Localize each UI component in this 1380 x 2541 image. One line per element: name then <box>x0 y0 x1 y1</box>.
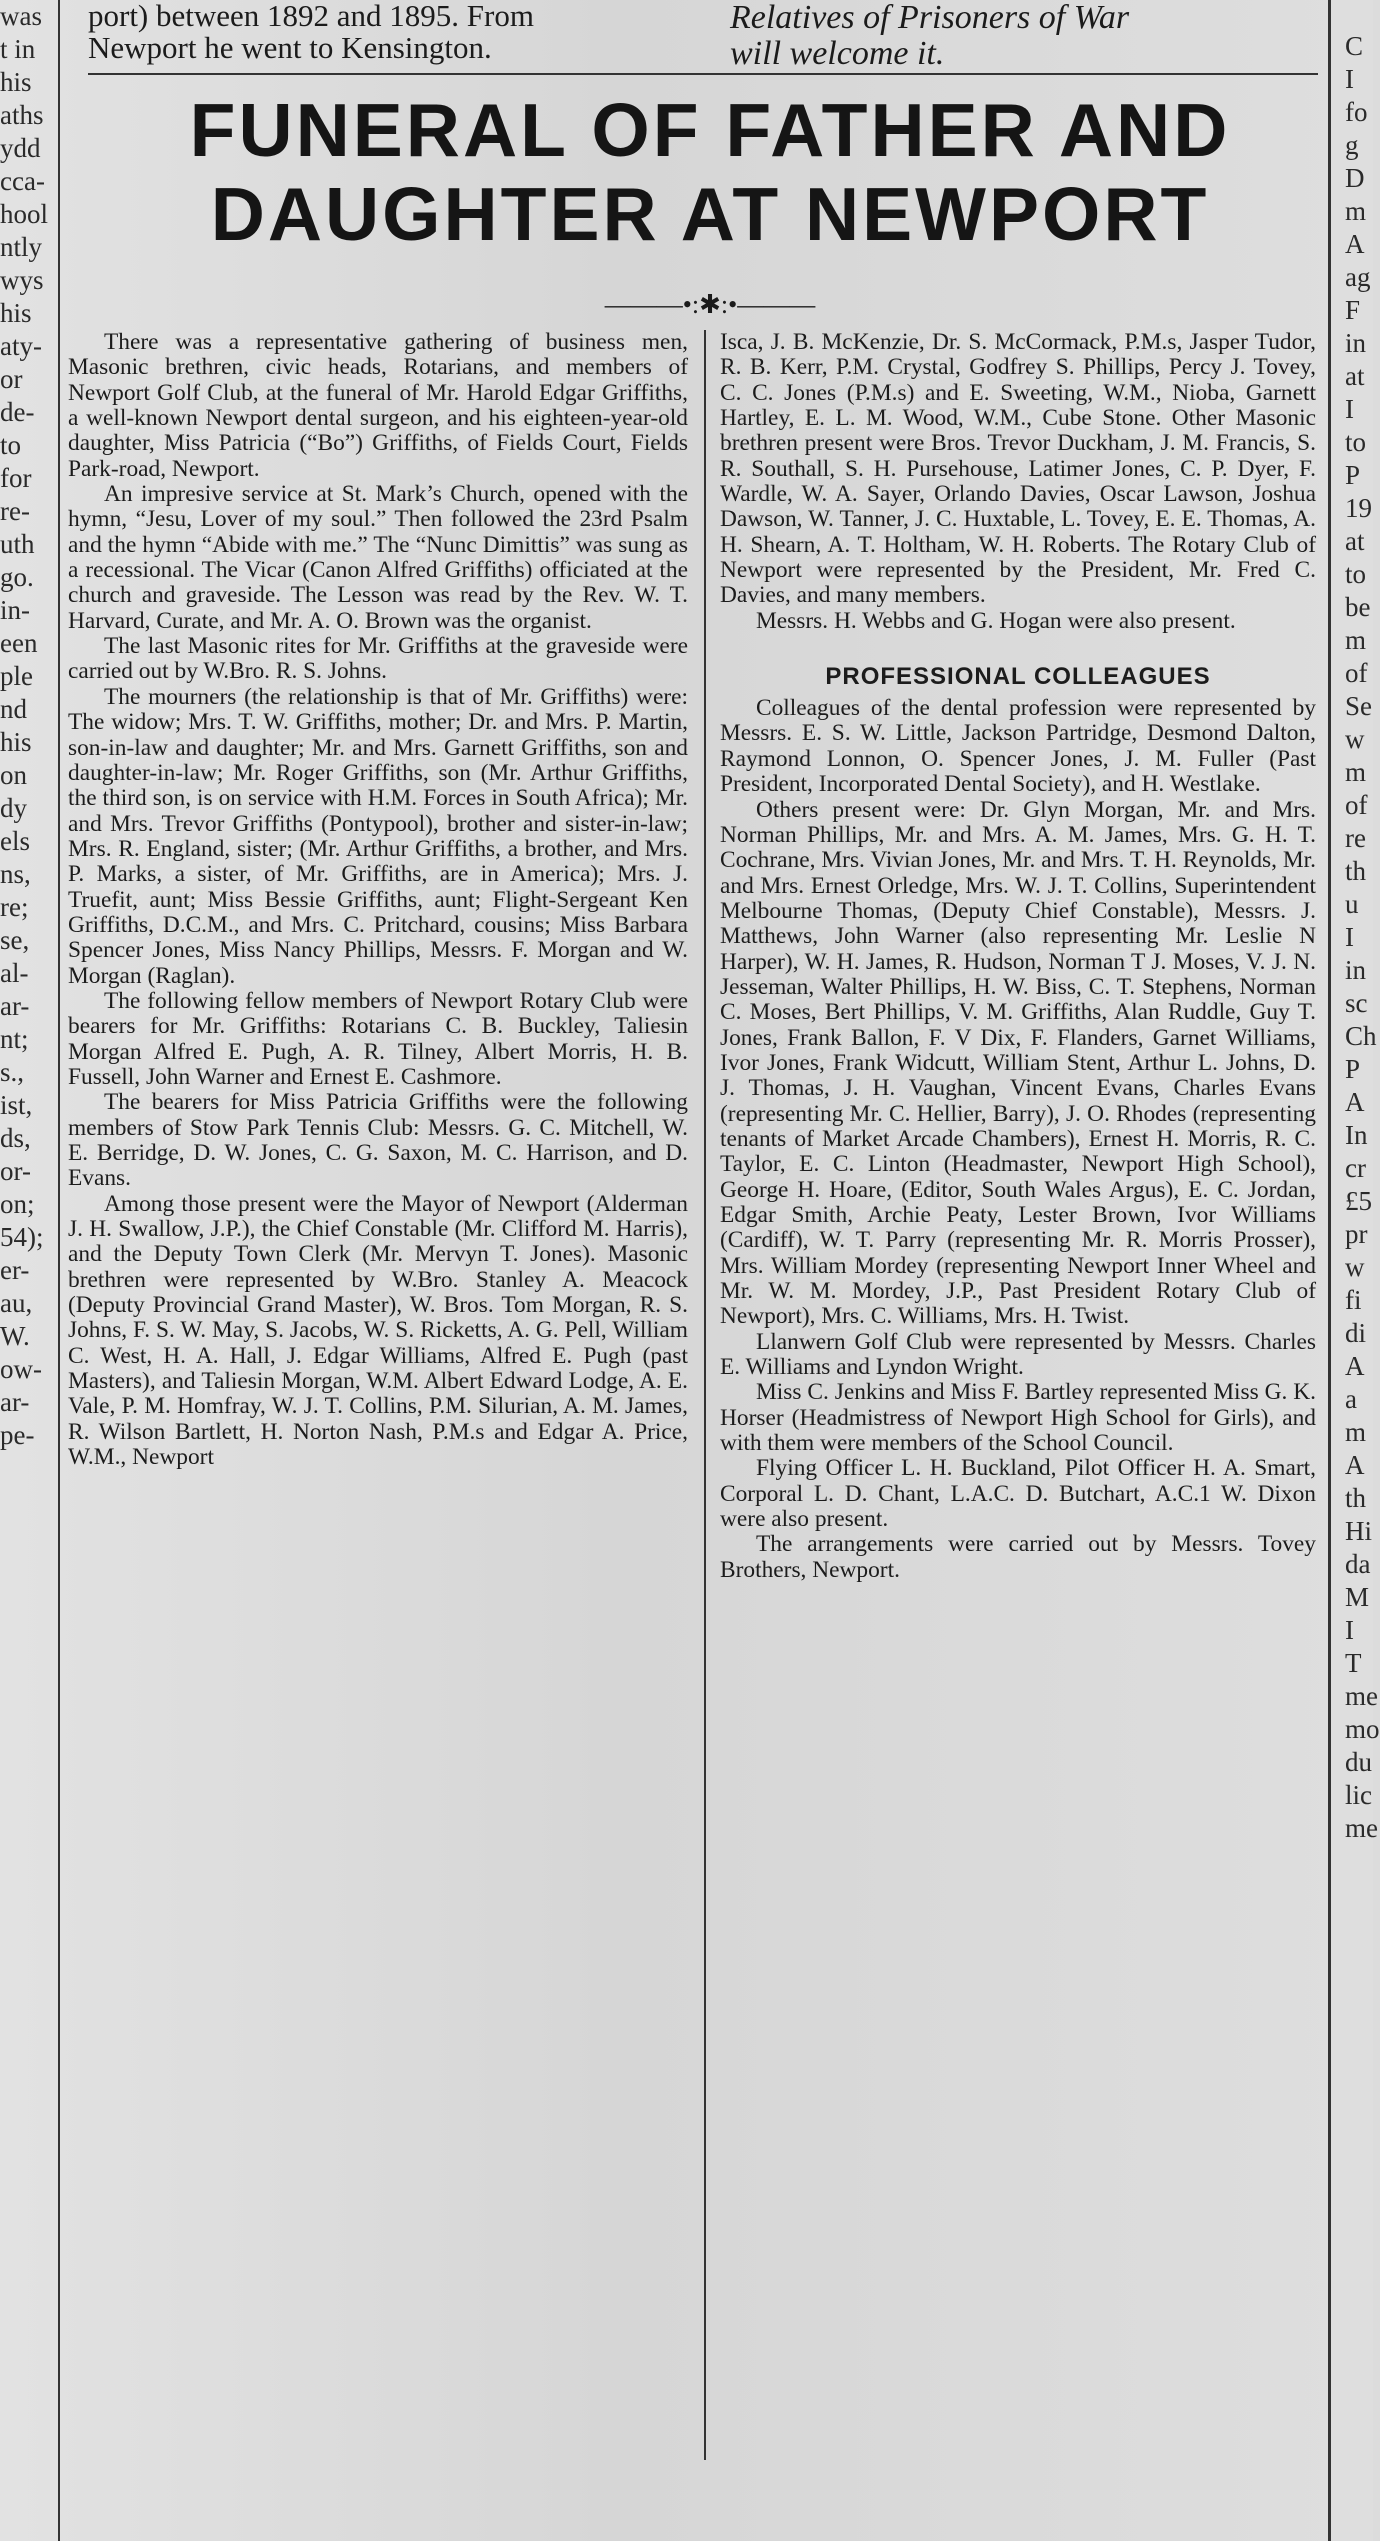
article-paragraph: The bearers for Miss Patricia Griffiths were the following members of Stow Park Tennis Club: Messrs. G. C. Mitchell, W. E. Berridge, D. W. Jones, C. G. Saxon, M. C. Harrison, and D. Evans. <box>68 1089 688 1192</box>
adjacent-article-tail <box>730 0 1320 75</box>
cropped-text-line: me <box>1345 1681 1378 1711</box>
article-column-left <box>68 330 688 1470</box>
cropped-text-line: ar- <box>0 991 30 1021</box>
article-paragraph: Llanwern Golf Club were represented by Messrs. Charles E. Williams and Lyndon Wright. <box>720 1328 1316 1381</box>
cropped-text-line: I <box>1345 922 1354 952</box>
cropped-text-line: m <box>1345 625 1367 655</box>
cropped-text-line: ist, <box>0 1090 33 1120</box>
cropped-text-line: or- <box>0 1156 31 1186</box>
article-paragraph: Messrs. H. Webbs and G. Hogan were also present. <box>756 607 1236 634</box>
headline-line-2: DAUGHTER AT NEWPORT <box>210 172 1210 256</box>
cropped-text-line: ow- <box>0 1354 42 1384</box>
cropped-text-line: in <box>1345 955 1367 985</box>
left-adjacent-column <box>0 0 55 2541</box>
cropped-text-line: ns, <box>0 859 31 889</box>
cropped-text-line: Se <box>1345 691 1372 721</box>
cropped-text-line: In <box>1345 1120 1368 1150</box>
cropped-text-line: A <box>1345 1351 1365 1381</box>
cropped-text-line: dy <box>0 793 27 823</box>
cropped-text-line: th <box>1345 1483 1367 1513</box>
article-paragraph: Others present were: Dr. Glyn Morgan, Mr. and Mrs. Norman Phillips, Mr. and Mrs. A. M. James, Mrs. G. H. T. Cochrane, Mrs. Vivian Jones, Mr. and Mrs. T. H. Reynolds, Mr. and Mrs. Ernest Orledge, Mrs. W. J. T. Collins, Superintendent Melbourne Thomas, (Deputy Chief Constable), Messrs. J. Matthews, John Warner (also representing Mr. Leslie N Harper), W. H. James, R. Hudson, Norman T J. Moses, V. J. N. Jesseman, Walter Phillips, H. W. Biss, C. T. Stephens, Norman C. Moses, Bert Phillips, V. M. Griffiths, Alan Ruddle, Guy T. Jones, Frank Ballon, F. V Dix, F. Flanders, Garnet Williams, Ivor Jones, Frank Widcutt, William Stent, Arthur L. Johns, D. J. Thomas, J. H. Vaughan, Vincent Evans, Charles Evans (representing Mr. C. Hellier, Barry), J. O. Rhodes (representing tenants of Market Arcade Chambers), Ernest H. Morris, R. C. Taylor, E. C. Linton (Headmaster, Newport High School), George H. Hoare, (Editor, South Wales Argus), E. C. Jordan, Edgar Smith, Archie Peaty, Lester Brown, Ivor Williams (Cardiff), W. T. Parry (representing Mr. R. Morris Prosser), Mrs. William Mordey (representing Newport Inner Wheel and Mr. W. M. Mordey, J.P., Past President Rotary Club of Newport), Mrs. C. Williams, Mrs. H. Twist. <box>720 796 1316 1330</box>
cropped-text-line: aths <box>0 100 44 130</box>
article-paragraph: The arrangements were carried out by Messrs. Tovey Brothers, Newport. <box>720 1531 1316 1583</box>
cropped-text-line: mo <box>1345 1714 1380 1744</box>
cropped-text-line: F <box>1345 295 1361 325</box>
article-paragraph: Isca, J. B. McKenzie, Dr. S. McCormack, P.M.s, Jasper Tudor, R. B. Kerr, P.M. Crystal, Godfrey S. Phillips, Percy J. Tovey, C. C. Jones (P.M.s) and E. Sweeting, W.M., Nioba, Garnett Hartley, E. L. M. Wood, W.M., Cube Stone. Other Masonic brethren present were Bros. Trevor Duckham, J. M. Francis, S. R. Southall, S. H. Pursehouse, Latimer Jones, C. P. Dyer, F. Wardle, W. A. Sayer, Orlando Davies, Oscar Lawson, Joshua Dawson, W. Tanner, J. C. Huxtable, L. Tovey, E. E. Thomas, A. H. Shearn, A. T. Holtham, W. H. Roberts. The Rotary Club of Newport were represented by the President, Mr. Fred C. Davies, and many members. <box>720 329 1316 609</box>
right-adjacent-column <box>1345 30 1380 2541</box>
cropped-text-line: 19 <box>1345 493 1372 523</box>
column-rule-right <box>1328 0 1331 2541</box>
cropped-text-line: me <box>1345 1813 1378 1843</box>
cropped-text-line: Hi <box>1345 1516 1372 1546</box>
cropped-text-line: T <box>1345 1648 1362 1678</box>
cropped-text-line: wys <box>0 265 44 295</box>
cropped-text-line: fi <box>1345 1285 1362 1315</box>
cropped-text-line: da <box>1345 1549 1371 1579</box>
headline-line-1: FUNERAL OF FATHER AND <box>189 88 1231 172</box>
cropped-text-line: M <box>1345 1582 1370 1612</box>
cropped-text-line: re <box>1345 823 1366 853</box>
article-paragraph: Flying Officer L. H. Buckland, Pilot Officer H. A. Smart, Corporal L. D. Chant, L.A.C. D. Butchart, A.C.1 W. Dixon were also present. <box>720 1455 1316 1533</box>
cropped-text-line: th <box>1345 856 1367 886</box>
cropped-text-line: pr <box>1345 1219 1368 1249</box>
cropped-text-line: at <box>1345 361 1365 391</box>
cropped-text-line: on <box>0 760 27 790</box>
cropped-text-line: go. <box>0 562 34 592</box>
cropped-text-line: A <box>1345 1087 1365 1117</box>
cropped-text-line: his <box>0 298 32 328</box>
cropped-text-line: m <box>1345 757 1367 787</box>
cropped-text-line: cr <box>1345 1153 1366 1183</box>
cropped-text-line: to <box>0 430 22 460</box>
cropped-text-line: pe- <box>0 1420 35 1450</box>
cropped-text-line: ydd <box>0 133 41 163</box>
cropped-text-line: uth <box>0 529 35 559</box>
cropped-text-line: Ch <box>1345 1021 1377 1051</box>
adjacent-article-line: will welcome it. <box>730 35 945 72</box>
cropped-text-line: on; <box>0 1189 35 1219</box>
cropped-text-line: to <box>1345 559 1367 589</box>
cropped-text-line: W. <box>0 1321 30 1351</box>
cropped-text-line: £5 <box>1345 1186 1372 1216</box>
article-headline <box>120 88 1300 256</box>
cropped-text-line: w <box>1345 1252 1365 1282</box>
cropped-text-line: s., <box>0 1057 25 1087</box>
cropped-text-line: re- <box>0 496 30 526</box>
cropped-text-line: a <box>1345 1384 1357 1414</box>
cropped-text-line: be <box>1345 592 1371 622</box>
previous-article-tail <box>88 0 708 65</box>
article-paragraph: The following fellow members of Newport Rotary Club were bearers for Mr. Griffiths: Rotarians C. B. Buckley, Taliesin Morgan Alfred E. Pugh, A. R. Tilney, Albert Morris, H. B. Fussell, John Warner and Ernest E. Cashmore. <box>68 987 688 1090</box>
cropped-text-line: al- <box>0 958 29 988</box>
cropped-text-line: g <box>1345 130 1359 160</box>
cropped-text-line: fo <box>1345 97 1368 127</box>
cropped-text-line: to <box>1345 427 1367 457</box>
article-paragraph: Among those present were the Mayor of Newport (Alderman J. H. Swallow, J.P.), the Chief Constable (Mr. Clifford M. Harris), and the Deputy Town Clerk (Mr. Mervyn T. Jones). Masonic brethren were represented by W.Bro. Stanley A. Meacock (Deputy Provincial Grand Master), W. Bros. Tom Morgan, R. S. Johns, F. S. W. May, S. Jacobs, W. S. Ricketts, A. G. Pell, William C. West, H. A. Hall, J. Edgar Williams, Alfred E. Pugh (past Masters), and Taliesin Morgan, W.M. Albert Edward Lodge, A. E. Vale, P. M. Homfray, W. J. T. Collins, P.M. Silurian, A. M. James, R. Wilson Bartlett, H. Norton Nash, P.M.s and Edgar A. Price, W.M., Newport <box>68 1190 688 1471</box>
article-paragraph: The last Masonic rites for Mr. Griffiths at the graveside were carried out by W.Bro. R. S. Johns. <box>68 633 688 685</box>
cropped-text-line: de- <box>0 397 35 427</box>
article-paragraph: Colleagues of the dental profession were represented by Messrs. E. S. W. Little, Jackson Partridge, Desmond Dalton, Raymond Lonnon, O. Spencer Jones, J. M. Fuller (Past President, Incorporated Dental Society), and H. Westlake. <box>720 695 1316 798</box>
column-divider <box>704 330 706 2460</box>
cropped-text-line: 54); <box>0 1222 44 1252</box>
article-paragraph: The mourners (the relationship is that of Mr. Griffiths) were: The widow; Mrs. T. W. Griffiths, mother; Dr. and Mrs. P. Martin, son-in-law and daughter; Mr. and Mrs. Garnett Griffiths, son and daughter-in-law; Mr. Roger Griffiths, son (Mr. Arthur Griffiths, the third son, is on service with H.M. Forces in South Africa); Mr. and Mrs. Trevor Griffiths (Pontypool), brother and sister-in-law; Mrs. R. England, sister; (Mr. Arthur Griffiths, a brother, and Mrs. P. Marks, a sister, of Mr. Griffiths, are in America); Mrs. J. Truefit, aunt; Miss Bessie Griffiths, aunt; Flight-Sergeant Ken Griffiths, D.C.M., and Mrs. C. Pritchard, cousins; Miss Barbara Spencer Jones, Miss Nancy Phillips, Messrs. F. Morgan and W. Morgan (Raglan). <box>68 683 688 989</box>
cropped-text-line: ar- <box>0 1387 30 1417</box>
cropped-text-line: I <box>1345 64 1354 94</box>
cropped-text-line: een <box>0 628 38 658</box>
cropped-text-line: in- <box>0 595 30 625</box>
cropped-text-line: m <box>1345 196 1367 226</box>
cropped-text-line: D <box>1345 163 1365 193</box>
cropped-text-line: A <box>1345 229 1365 259</box>
previous-article-line: port) between 1892 and 1895. From <box>88 0 534 33</box>
cropped-text-line: ag <box>1345 262 1371 292</box>
cropped-text-line: nt; <box>0 1024 29 1054</box>
article-column-right <box>720 330 1316 1583</box>
cropped-text-line: for <box>0 463 32 493</box>
cropped-text-line: P <box>1345 460 1361 490</box>
cropped-text-line: re; <box>0 892 29 922</box>
cropped-text-line: au, <box>0 1288 33 1318</box>
cropped-text-line: w <box>1345 724 1365 754</box>
cropped-text-line: I <box>1345 1615 1354 1645</box>
cropped-text-line: t in <box>0 34 36 64</box>
ornament-divider: ———•:✱:•——— <box>604 290 816 319</box>
cropped-text-line: ntly <box>0 232 43 262</box>
article-paragraph: Miss C. Jenkins and Miss F. Bartley represented Miss G. K. Horser (Headmistress of Newport High School for Girls), and with them were members of the School Council. <box>720 1379 1316 1457</box>
adjacent-article-line: Relatives of Prisoners of War <box>730 0 1130 36</box>
cropped-text-line: sc <box>1345 988 1368 1018</box>
cropped-text-line: C <box>1345 31 1364 61</box>
cropped-text-line: his <box>0 727 32 757</box>
cropped-text-line: at <box>1345 526 1365 556</box>
cropped-text-line: se, <box>0 925 30 955</box>
cropped-text-line: his <box>0 67 32 97</box>
cropped-text-line: lic <box>1345 1780 1372 1810</box>
cropped-text-line: ple <box>0 661 33 691</box>
cropped-text-line: was <box>0 1 42 31</box>
cropped-text-line: I <box>1345 394 1354 424</box>
cropped-text-line: els <box>0 826 30 856</box>
cropped-text-line: er- <box>0 1255 30 1285</box>
cropped-text-line: ds, <box>0 1123 31 1153</box>
cropped-text-line: nd <box>0 694 27 724</box>
cropped-text-line: A <box>1345 1450 1365 1480</box>
cropped-text-line: or <box>0 364 23 394</box>
article-paragraph: An impresive service at St. Mark’s Church, opened with the hymn, “Jesu, Lover of my soul.” Then followed the 23rd Psalm and the hymn “Abide with me.” The “Nunc Dimittis” was sung as a recessional. The Vicar (Canon Alfred Griffiths) officiated at the church and graveside. The Lesson was read by the Rev. W. T. Harvard, Curate, and Mr. A. O. Brown was the organist. <box>68 481 688 634</box>
cropped-text-line: of <box>1345 658 1368 688</box>
cropped-text-line: aty- <box>0 331 42 361</box>
cropped-text-line: di <box>1345 1318 1367 1348</box>
previous-article-line: Newport he went to Kensington. <box>88 30 492 65</box>
cropped-text-line: du <box>1345 1747 1372 1777</box>
cropped-text-line: u <box>1345 889 1359 919</box>
cropped-text-line: hool <box>0 199 49 229</box>
cropped-text-line: cca- <box>0 166 45 196</box>
article-paragraph: There was a representative gathering of business men, Masonic brethren, civic heads, Rotarians, and members of Newport Golf Club, at the funeral of Mr. Harold Edgar Griffiths, a well-known Newport dental surgeon, and his eighteen-year-old daughter, Miss Patricia (“Bo”) Griffiths, of Fields Court, Fields Park-road, Newport. <box>68 329 688 482</box>
cropped-text-line: m <box>1345 1417 1367 1447</box>
column-rule-left <box>58 0 60 2541</box>
cropped-text-line: in <box>1345 328 1367 358</box>
section-subheading: PROFESSIONAL COLLEAGUES <box>825 663 1211 691</box>
cropped-text-line: P <box>1345 1054 1361 1084</box>
cropped-text-line: of <box>1345 790 1368 820</box>
